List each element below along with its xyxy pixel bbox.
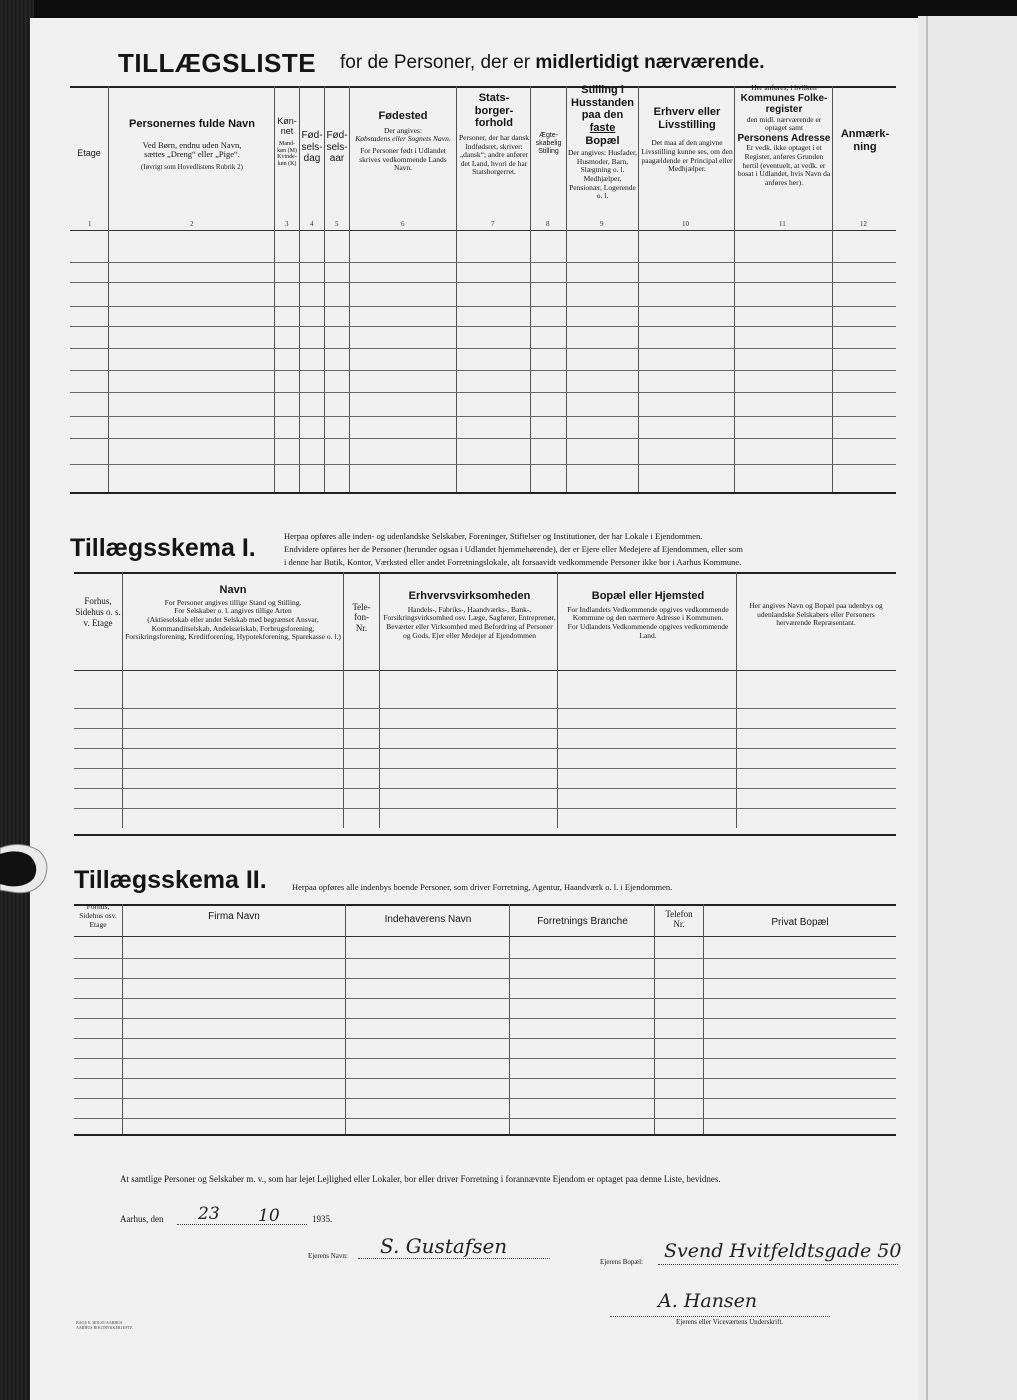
- colnum-5: 5: [335, 220, 339, 228]
- skema1-col-erhverv: Erhvervsvirksomheden Handels-, Fabriks-, Haandværks-, Bank-, Forsikringsvirksomhed osv. Læge, Sagfører, Entreprenør, Beværter eller Virksomhed med Befordring af Personer og Gods, Ejer eller Medejer af Ejendommen: [383, 590, 556, 640]
- col-foedselsdag-header: Fød- sels- dag: [301, 130, 323, 164]
- adjacent-page: [918, 16, 1017, 1400]
- skema2-col-etage: Forhus, Sidehus osv. Etage: [79, 902, 117, 929]
- col-navn-header: Personernes fulde Navn Ved Børn, endnu uden Navn, sættes „Dreng“ eller „Pige“. (Iøvrigt som Hovedlistens Rubrik 2): [129, 118, 255, 172]
- form-title-main: TILLÆGSLISTE: [118, 48, 317, 78]
- col-stilling-header: Stilling i Husstanden paa den faste Bopæl Der angives: Husfader, Husmoder, Barn, Slægtning o. l. Medhjælper, Pensionær, Logerende o. l.: [567, 84, 638, 201]
- skema2-col-indehaver: Indehaverens Navn: [384, 914, 472, 925]
- skema2-col-telefon: Telefon Nr.: [665, 909, 693, 930]
- colnum-4: 4: [310, 220, 314, 228]
- skema1-col-bopael: Bopæl eller Hjemsted For Indlandets Vedkommende opgives vedkommende Kommune og den nærmere Adresse i Kommunen. For Udlandets Vedkommende opgives vedkommende Land.: [567, 590, 729, 640]
- form-title-rest: for de Personer, der er midlertidigt nærværende.: [340, 52, 765, 73]
- year: 1935.: [312, 1214, 333, 1224]
- city-label: Aarhus, den: [120, 1214, 164, 1224]
- colnum-6: 6: [401, 220, 405, 228]
- skema1-intro: Herpaa opføres alle inden- og udenlandske Selskaber, Foreninger, Stiftelser og Institutioner, der har Lokale i Ejendommen. Endvidere opføres her de Personer (herunder ogsaa i Udlandet hjemmehørende), der er Ejere eller Medejere af Ejendommen, eller som i denne har Butik, Kontor, Værksted eller andet Forretningslokale, alt forsaavidt vedkommende Personer ikke bor i Aarhus Kommune.: [284, 531, 743, 567]
- book-binding: [0, 0, 34, 1400]
- col-aegteskab-header: Ægte- skabelig Stilling: [535, 132, 562, 156]
- colnum-12: 12: [860, 220, 867, 228]
- skema2-col-bopael: Privat Bopæl: [771, 917, 829, 928]
- col-erhverv-header: Erhverv eller Livsstilling Det maa af den angivne Livsstilling kunne ses, om den paagældende er Principal eller Medhjælper.: [641, 106, 733, 174]
- skema2-intro: Herpaa opføres alle indenbys boende Personer, som driver Forretning, Agentur, Haandværk o. l. i Ejendommen.: [292, 882, 673, 892]
- printer-mark: BAGE E. HOLST AARHUS AARHUS BOGTRYKKERI EFTF.: [76, 1320, 133, 1330]
- date-day: 23: [198, 1204, 220, 1224]
- owner-name-label: Ejerens Navn:: [308, 1252, 348, 1260]
- owner-address-label: Ejerens Bopæl:: [600, 1258, 643, 1266]
- skema1-col-repraesentant: Her angives Navn og Bopæl paa udenbys og udenlandske Selskabers eller Personers herværende Repræsentant.: [749, 601, 883, 628]
- skema2-title: Tillægsskema II.: [74, 866, 267, 894]
- owner-name: S. Gustafsen: [380, 1234, 508, 1258]
- col-folkeregister-header: Her anføres, i hvilken Kommunes Folke- register den midl. nærværende er optaget samt Personens Adresse Er vedk. ikke optaget i et Register, anføres Grunden hertil (eventuelt, at vedk. er bosat i Udlandet, hvis Navn da anføres her).: [737, 83, 831, 187]
- skema1-col-navn: Navn For Personer angives tillige Stand og Stilling. For Selskaber o. l. angives tillige Arten (Aktieselskab eller andet Selskab med begrænset Ansvar, Kommanditselskab, Andelsselskab, Forbrugsforening, Forsikringsforening, Kreditforening, Hypotekforening, Sparekasse o. l.): [125, 584, 341, 642]
- colnum-8: 8: [546, 220, 550, 228]
- col-anmaerkning-header: Anmærk- ning: [840, 128, 890, 153]
- col-etage-header: Etage: [77, 148, 101, 158]
- skema1-col-etage: Forhus, Sidehus o. s. v. Etage: [75, 596, 121, 628]
- colnum-7: 7: [491, 220, 495, 228]
- colnum-2: 2: [190, 220, 194, 228]
- col-statsborger-header: Stats- borger- forhold Personer, der har dansk Indfødsret, skriver: „dansk“; andre anfører det Land, hvori de har Statsborgerret.: [458, 92, 530, 177]
- binder-clip-icon: [0, 840, 60, 900]
- form-page: [30, 18, 918, 1400]
- colnum-9: 9: [600, 220, 604, 228]
- attestation-statement: At samtlige Personer og Selskaber m. v., som har lejet Lejlighed eller Lokaler, bor eller driver Forretning i forannævnte Ejendom er optaget paa denne Liste, bevidnes.: [120, 1174, 721, 1184]
- colnum-10: 10: [682, 220, 689, 228]
- owner-address: Svend Hvitfeldtsgade 50: [664, 1240, 902, 1262]
- signature: A. Hansen: [658, 1290, 758, 1312]
- colnum-1: 1: [88, 220, 92, 228]
- col-foedselsaar-header: Fød- sels- aar: [326, 130, 348, 164]
- col-koen-header: Køn- net Mand-køn (M) Kvinde-køn (K): [277, 116, 297, 168]
- skema2-col-firma: Firma Navn: [208, 911, 260, 922]
- date-month: 10: [258, 1206, 280, 1226]
- skema2-col-branche: Forretnings Branche: [537, 916, 628, 927]
- signature-label: Ejerens eller Viceværtens Underskrift.: [676, 1318, 784, 1326]
- col-foedested-header: Fødested Der angives: Købstadens eller Sognets Navn. For Personer født i Udlandet skrives vedkommende Lands Navn.: [355, 110, 451, 173]
- colnum-3: 3: [285, 220, 289, 228]
- colnum-11: 11: [779, 220, 786, 228]
- skema1-col-telefon: Tele- fon- Nr.: [352, 602, 371, 633]
- skema1-title: Tillægsskema I.: [70, 534, 256, 562]
